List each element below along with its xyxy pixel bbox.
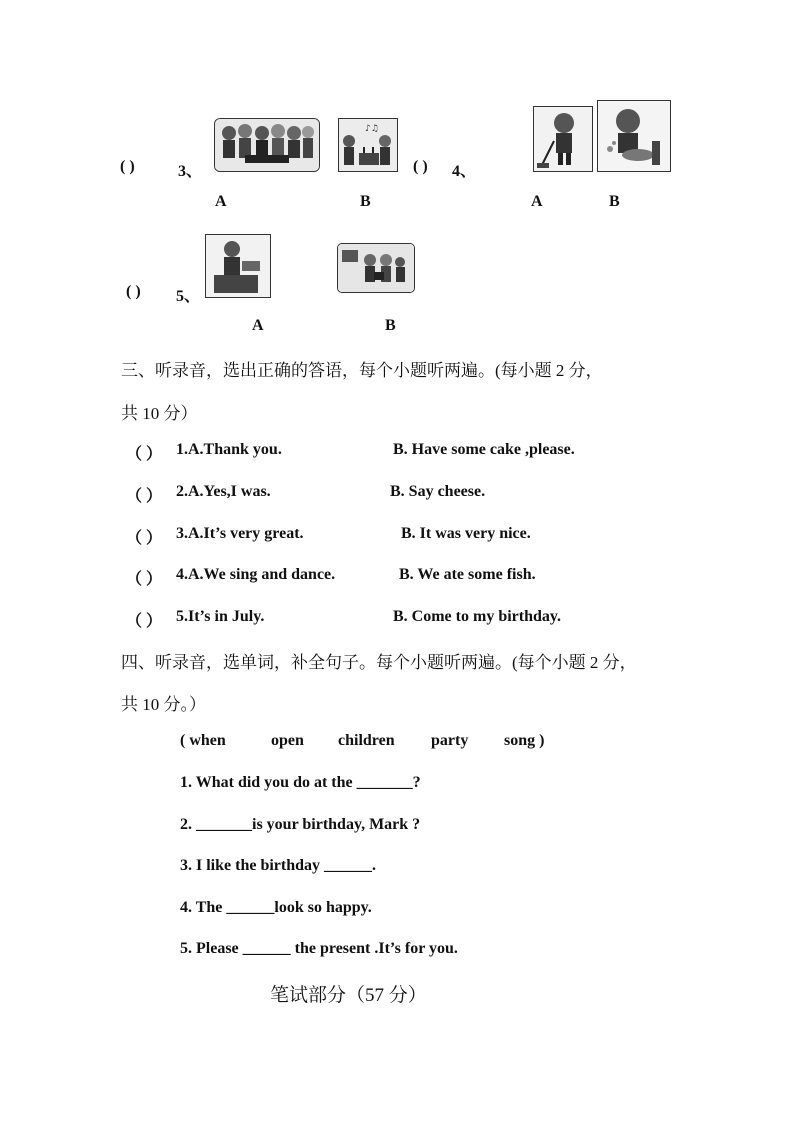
q5-option-b-image[interactable] — [337, 243, 415, 293]
s3-q2-bracket[interactable]: （ ） — [126, 488, 163, 505]
q5-number: 5、 — [176, 288, 201, 305]
q4-option-a-image[interactable] — [533, 106, 593, 172]
q4-number: 4、 — [452, 163, 477, 180]
word-bank-item: ( when — [180, 732, 226, 749]
s3-q2-option-a: 2.A.Yes,I was. — [176, 483, 271, 500]
s4-sentence-3: 3. I like the birthday ______. — [180, 857, 377, 874]
section3-heading-line1: 三、听录音，选出正确的答语，每个小题听两遍。(每小题 2 分， — [121, 361, 603, 380]
birthday-cake-illustration — [339, 119, 397, 171]
word-bank-item: children — [338, 732, 395, 749]
q4-answer-bracket[interactable]: ( ) — [413, 158, 428, 175]
girl-with-cake-illustration — [206, 235, 270, 297]
s3-q4-bracket[interactable]: （ ） — [126, 571, 163, 588]
s3-q4-option-a: 4.A.We sing and dance. — [176, 566, 336, 583]
boy-washing-illustration — [598, 101, 670, 171]
s3-q1-option-a: 1.A.Thank you. — [176, 441, 282, 458]
s3-q4-option-b: B. We ate some fish. — [399, 566, 536, 583]
s3-q2-option-b: B. Say cheese. — [390, 483, 486, 500]
q5-label-b: B — [385, 317, 396, 334]
q3-number: 3、 — [178, 163, 203, 180]
q5-option-a-image[interactable] — [205, 234, 271, 298]
s3-q3-bracket[interactable]: （ ） — [126, 530, 163, 547]
s4-sentence-4: 4. The ______look so happy. — [180, 899, 372, 916]
s3-q1-bracket[interactable]: （ ） — [126, 446, 163, 463]
q4-option-b-image[interactable] — [597, 100, 671, 172]
written-part-title: 笔试部分（57 分） — [270, 985, 427, 1006]
q3-label-b: B — [360, 193, 371, 210]
q5-label-a: A — [252, 317, 264, 334]
s3-q3-option-b: B. It was very nice. — [401, 525, 531, 542]
q4-label-a: A — [531, 193, 543, 210]
s3-q5-option-b: B. Come to my birthday. — [393, 608, 561, 625]
section4-heading-line1: 四、听录音，选单词，补全句子。每个小题听两遍。(每个小题 2 分， — [121, 653, 637, 672]
q3-option-b-image[interactable] — [338, 118, 398, 172]
s4-sentence-1: 1. What did you do at the _______? — [180, 774, 421, 791]
section3-heading-line2: 共 10 分） — [121, 404, 198, 423]
word-bank-item: song ) — [504, 732, 545, 749]
family-party-illustration — [215, 119, 319, 171]
svg-text:♪♫: ♪♫ — [365, 124, 379, 134]
q3-answer-bracket[interactable]: ( ) — [120, 158, 135, 175]
word-bank-item: open — [271, 732, 304, 749]
q3-option-a-image[interactable] — [214, 118, 320, 172]
children-gift-illustration — [338, 244, 414, 292]
s3-q5-bracket[interactable]: （ ） — [126, 613, 163, 630]
q3-label-a: A — [215, 193, 227, 210]
s3-q3-option-a: 3.A.It’s very great. — [176, 525, 304, 542]
s3-q1-option-b: B. Have some cake ,please. — [393, 441, 575, 458]
s4-sentence-5: 5. Please ______ the present .It’s for you. — [180, 940, 458, 957]
word-bank-item: party — [431, 732, 469, 749]
section4-heading-line2: 共 10 分。） — [121, 695, 206, 714]
q5-answer-bracket[interactable]: ( ) — [126, 283, 141, 300]
s3-q5-option-a: 5.It’s in July. — [176, 608, 265, 625]
q4-label-b: B — [609, 193, 620, 210]
boy-sweeping-illustration — [534, 107, 592, 171]
s4-sentence-2: 2. _______is your birthday, Mark ? — [180, 816, 421, 833]
